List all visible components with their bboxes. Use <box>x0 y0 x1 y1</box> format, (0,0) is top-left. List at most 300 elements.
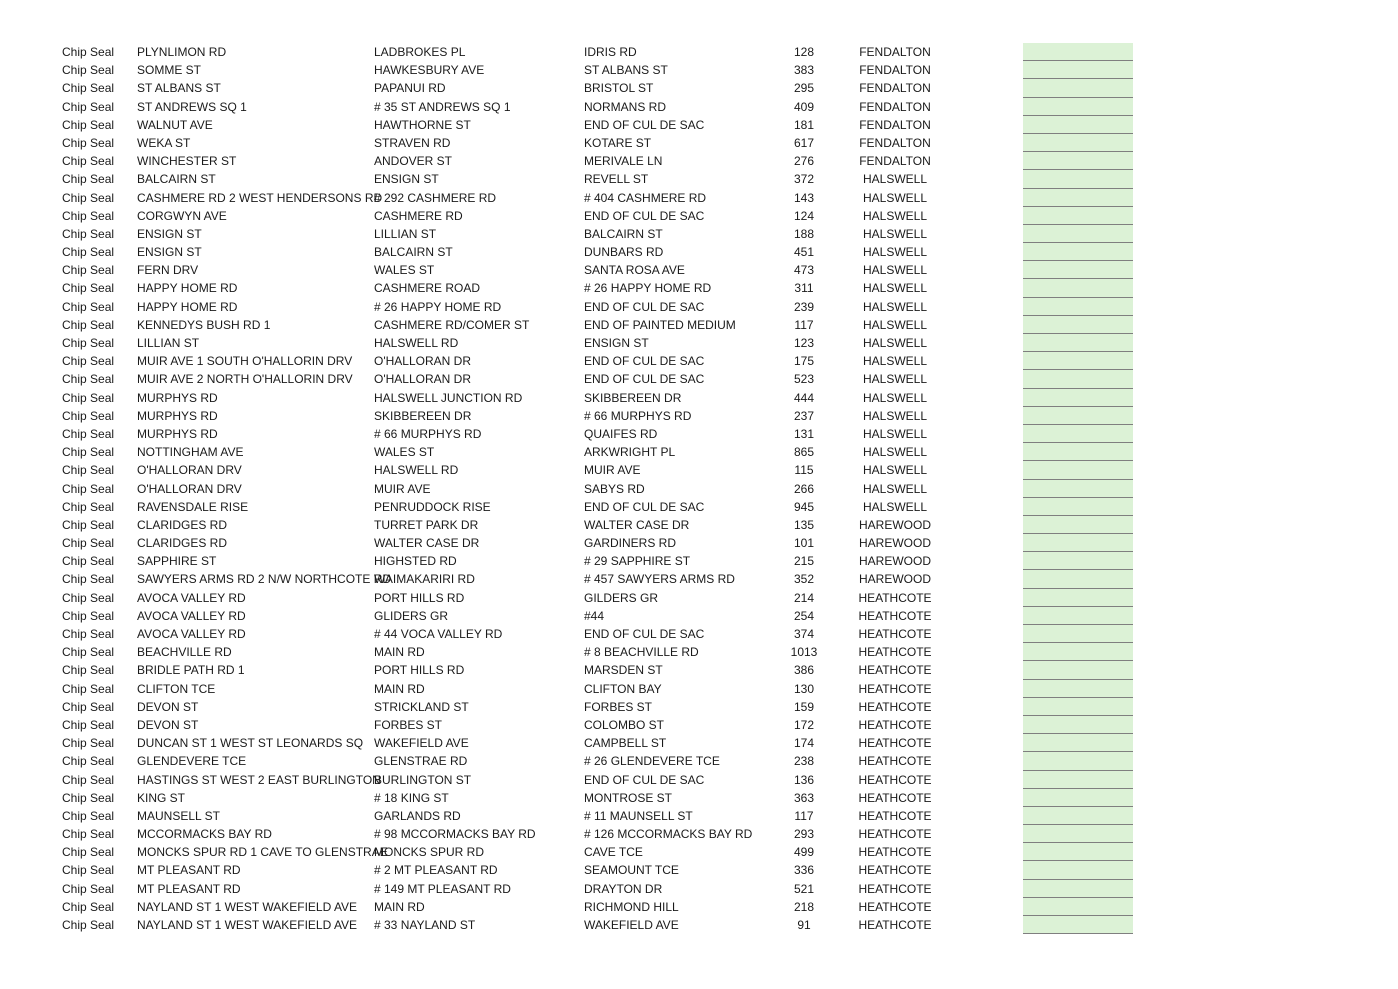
length-cell: 1013 <box>790 645 818 660</box>
treatment-cell: Chip Seal <box>62 390 115 405</box>
from-cell: CASHMERE RD/COMER ST <box>374 317 530 332</box>
length-cell: 117 <box>794 317 814 332</box>
area-cell: HALSWELL <box>862 372 928 387</box>
treatment-cell: Chip Seal <box>62 135 115 150</box>
rate-input-cell[interactable] <box>1023 880 1133 898</box>
road-name-cell: MT PLEASANT RD <box>137 863 241 878</box>
road-name-cell: BALCAIRN ST <box>137 172 216 187</box>
area-cell: HAREWOOD <box>859 517 931 532</box>
road-name-cell: AVOCA VALLEY RD <box>137 627 246 641</box>
to-cell: ARKWRIGHT PL <box>584 445 676 460</box>
area-cell: HAREWOOD <box>859 536 931 551</box>
table-row <box>0 298 1398 316</box>
from-cell: MONCKS SPUR RD <box>374 845 485 860</box>
length-cell: 372 <box>793 172 815 187</box>
from-cell: PORT HILLS RD <box>374 663 465 678</box>
from-cell: TURRET PARK DR <box>374 517 479 532</box>
length-cell: 237 <box>793 408 815 423</box>
area-cell: HEATHCOTE <box>858 899 932 914</box>
length-cell: 363 <box>793 790 815 805</box>
treatment-cell: Chip Seal <box>62 590 115 605</box>
road-name-cell: MCCORMACKS BAY RD <box>137 827 272 842</box>
length-cell: 143 <box>793 190 815 205</box>
table-row <box>0 189 1398 207</box>
area-cell: HALSWELL <box>862 208 928 223</box>
table-row <box>0 607 1398 625</box>
rate-input-cell[interactable] <box>1023 916 1133 934</box>
area-cell: HALSWELL <box>862 499 928 514</box>
rate-input-cell[interactable] <box>1023 389 1133 407</box>
road-name-cell: NAYLAND ST 1 WEST WAKEFIELD AVE <box>137 918 358 932</box>
rate-input-cell[interactable] <box>1023 498 1133 516</box>
length-cell: 174 <box>793 736 815 751</box>
length-cell: 945 <box>793 499 815 514</box>
area-cell: HEATHCOTE <box>858 754 932 769</box>
table-row <box>0 661 1398 679</box>
road-name-cell: MURPHYS RD <box>137 426 218 441</box>
table-row <box>0 170 1398 188</box>
area-cell: HEATHCOTE <box>858 681 932 696</box>
area-cell: HALSWELL <box>862 354 928 369</box>
from-cell: STRAVEN RD <box>374 135 451 150</box>
area-cell: HEATHCOTE <box>858 590 932 605</box>
treatment-cell: Chip Seal <box>62 426 115 441</box>
to-cell: CLIFTON BAY <box>584 681 662 696</box>
road-name-cell: ST ANDREWS SQ 1 <box>137 99 247 114</box>
length-cell: 159 <box>793 699 815 714</box>
area-cell: HEATHCOTE <box>858 772 932 787</box>
table-row <box>0 480 1398 498</box>
rate-input-cell[interactable] <box>1023 152 1133 170</box>
rate-input-cell[interactable] <box>1023 79 1133 97</box>
area-cell: HEATHCOTE <box>858 627 932 641</box>
to-cell: GARDINERS RD <box>584 536 677 551</box>
table-row <box>0 570 1398 588</box>
treatment-cell: Chip Seal <box>62 317 115 332</box>
rate-input-cell[interactable] <box>1023 407 1133 425</box>
rate-input-cell[interactable] <box>1023 334 1133 352</box>
to-cell: # 126 MCCORMACKS BAY RD <box>584 827 753 842</box>
from-cell: WALES ST <box>374 445 435 460</box>
rate-input-cell[interactable] <box>1023 789 1133 807</box>
from-cell: MAIN RD <box>374 899 425 914</box>
to-cell: MONTROSE ST <box>584 790 673 805</box>
from-cell: # 292 CASHMERE RD <box>374 190 497 205</box>
length-cell: 617 <box>793 135 815 150</box>
rate-input-cell[interactable] <box>1023 425 1133 443</box>
to-cell: KOTARE ST <box>584 135 652 150</box>
length-cell: 383 <box>793 63 815 78</box>
rate-input-cell[interactable] <box>1023 370 1133 388</box>
rate-input-cell[interactable] <box>1023 825 1133 843</box>
from-cell: SKIBBEREEN DR <box>374 408 472 423</box>
road-name-cell: PLYNLIMON RD <box>137 45 227 59</box>
table-row <box>0 370 1398 388</box>
rate-input-cell[interactable] <box>1023 625 1133 643</box>
treatment-cell: Chip Seal <box>62 81 115 96</box>
road-name-cell: HAPPY HOME RD <box>137 281 238 296</box>
area-cell: HALSWELL <box>862 226 928 241</box>
to-cell: SEAMOUNT TCE <box>584 863 679 878</box>
road-name-cell: CLARIDGES RD <box>137 517 228 532</box>
area-cell: HEATHCOTE <box>858 608 932 623</box>
treatment-cell: Chip Seal <box>62 554 115 569</box>
rate-input-cell[interactable] <box>1023 298 1133 316</box>
from-cell: CASHMERE ROAD <box>374 281 481 296</box>
from-cell: # 33 NAYLAND ST <box>374 918 476 932</box>
length-cell: 130 <box>793 681 815 696</box>
area-cell: FENDALTON <box>859 154 931 169</box>
length-cell: 266 <box>793 481 815 496</box>
treatment-cell: Chip Seal <box>62 117 115 132</box>
from-cell: ENSIGN ST <box>374 172 439 187</box>
treatment-cell: Chip Seal <box>62 517 115 532</box>
to-cell: SKIBBEREEN DR <box>584 390 682 405</box>
rate-input-cell[interactable] <box>1023 661 1133 679</box>
to-cell: MERIVALE LN <box>584 154 663 169</box>
length-cell: 352 <box>793 572 815 587</box>
from-cell: GLENSTRAE RD <box>374 754 468 769</box>
road-name-cell: NAYLAND ST 1 WEST WAKEFIELD AVE <box>137 899 358 914</box>
rate-input-cell[interactable] <box>1023 716 1133 734</box>
area-cell: HALSWELL <box>862 263 928 278</box>
road-name-cell: O'HALLORAN DRV <box>137 463 242 478</box>
table-row <box>0 843 1398 861</box>
length-cell: 124 <box>793 208 815 223</box>
treatment-cell: Chip Seal <box>62 627 115 641</box>
rate-input-cell[interactable] <box>1023 480 1133 498</box>
rate-input-cell[interactable] <box>1023 698 1133 716</box>
table-row <box>0 698 1398 716</box>
treatment-cell: Chip Seal <box>62 245 115 260</box>
rate-input-cell[interactable] <box>1023 607 1133 625</box>
to-cell: WALTER CASE DR <box>584 517 690 532</box>
road-name-cell: AVOCA VALLEY RD <box>137 590 246 605</box>
treatment-cell: Chip Seal <box>62 881 115 896</box>
length-cell: 188 <box>793 226 815 241</box>
from-cell: GARLANDS RD <box>374 808 461 823</box>
from-cell: # 2 MT PLEASANT RD <box>374 863 498 878</box>
table-row <box>0 898 1398 916</box>
treatment-cell: Chip Seal <box>62 572 115 587</box>
to-cell: DRAYTON DR <box>584 881 663 896</box>
treatment-cell: Chip Seal <box>62 463 115 478</box>
table-row <box>0 716 1398 734</box>
to-cell: END OF CUL DE SAC <box>584 354 705 369</box>
table-row <box>0 116 1398 134</box>
treatment-cell: Chip Seal <box>62 190 115 205</box>
from-cell: O'HALLORAN DR <box>374 354 471 369</box>
rate-input-cell[interactable] <box>1023 61 1133 79</box>
rate-input-cell[interactable] <box>1023 552 1133 570</box>
table-row <box>0 789 1398 807</box>
road-name-cell: MT PLEASANT RD <box>137 881 241 896</box>
table-row <box>0 207 1398 225</box>
from-cell: HALSWELL RD <box>374 463 459 478</box>
length-cell: 336 <box>793 863 815 878</box>
rate-input-cell[interactable] <box>1023 861 1133 879</box>
table-row <box>0 625 1398 643</box>
area-cell: HALSWELL <box>862 245 928 260</box>
treatment-cell: Chip Seal <box>62 172 115 187</box>
road-name-cell: HASTINGS ST WEST 2 EAST BURLINGTON <box>137 772 381 787</box>
area-cell: HALSWELL <box>862 445 928 460</box>
rate-input-cell[interactable] <box>1023 843 1133 861</box>
rate-input-cell[interactable] <box>1023 516 1133 534</box>
from-cell: CASHMERE RD <box>374 208 463 223</box>
rate-input-cell[interactable] <box>1023 570 1133 588</box>
to-cell: CAVE TCE <box>584 845 643 860</box>
road-name-cell: LILLIAN ST <box>137 336 200 350</box>
road-name-cell: CORGWYN AVE <box>137 208 227 223</box>
length-cell: 214 <box>793 590 815 605</box>
rate-input-cell[interactable] <box>1023 680 1133 698</box>
area-cell: FENDALTON <box>859 135 931 150</box>
area-cell: HEATHCOTE <box>858 663 932 678</box>
length-cell: 101 <box>793 536 815 551</box>
to-cell: END OF CUL DE SAC <box>584 299 705 314</box>
length-cell: 521 <box>793 881 815 896</box>
table-row <box>0 79 1398 97</box>
to-cell: REVELL ST <box>584 172 649 187</box>
treatment-cell: Chip Seal <box>62 717 115 732</box>
treatment-cell: Chip Seal <box>62 754 115 769</box>
area-cell: HALSWELL <box>862 426 928 441</box>
area-cell: HALSWELL <box>862 317 928 332</box>
length-cell: 311 <box>794 281 814 296</box>
road-name-cell: ST ALBANS ST <box>137 81 221 96</box>
road-name-cell: ENSIGN ST <box>137 245 202 260</box>
road-name-cell: NOTTINGHAM AVE <box>137 445 244 460</box>
rate-input-cell[interactable] <box>1023 225 1133 243</box>
to-cell: ST ALBANS ST <box>584 63 668 78</box>
area-cell: FENDALTON <box>859 63 931 78</box>
treatment-cell: Chip Seal <box>62 663 115 678</box>
area-cell: HAREWOOD <box>859 554 931 569</box>
area-cell: FENDALTON <box>859 81 931 96</box>
area-cell: HALSWELL <box>862 336 928 350</box>
rate-input-cell[interactable] <box>1023 589 1133 607</box>
treatment-cell: Chip Seal <box>62 918 115 932</box>
area-cell: HALSWELL <box>862 172 928 187</box>
rate-input-cell[interactable] <box>1023 461 1133 479</box>
length-cell: 123 <box>793 336 815 350</box>
to-cell: #44 <box>584 608 605 623</box>
from-cell: # 66 MURPHYS RD <box>374 426 482 441</box>
treatment-cell: Chip Seal <box>62 736 115 751</box>
rate-input-cell[interactable] <box>1023 170 1133 188</box>
area-cell: HEATHCOTE <box>858 863 932 878</box>
treatment-cell: Chip Seal <box>62 808 115 823</box>
table-row <box>0 516 1398 534</box>
rate-input-cell[interactable] <box>1023 134 1133 152</box>
table-row <box>0 152 1398 170</box>
table-row <box>0 316 1398 334</box>
road-name-cell: SAWYERS ARMS RD 2 N/W NORTHCOTE RD <box>137 572 392 587</box>
area-cell: HALSWELL <box>862 299 928 314</box>
from-cell: ANDOVER ST <box>374 154 453 169</box>
length-cell: 135 <box>793 517 815 532</box>
treatment-cell: Chip Seal <box>62 336 115 350</box>
table-row <box>0 134 1398 152</box>
road-name-cell: MONCKS SPUR RD 1 CAVE TO GLENSTRAE <box>137 845 388 860</box>
from-cell: HALSWELL RD <box>374 336 459 350</box>
rate-input-cell[interactable] <box>1023 352 1133 370</box>
treatment-cell: Chip Seal <box>62 772 115 787</box>
from-cell: # 44 VOCA VALLEY RD <box>374 627 503 641</box>
to-cell: SABYS RD <box>584 481 645 496</box>
to-cell: ENSIGN ST <box>584 336 649 350</box>
length-cell: 175 <box>793 354 815 369</box>
road-name-cell: MAUNSELL ST <box>137 808 220 823</box>
rate-input-cell[interactable] <box>1023 316 1133 334</box>
rate-input-cell[interactable] <box>1023 279 1133 297</box>
treatment-cell: Chip Seal <box>62 354 115 369</box>
length-cell: 128 <box>793 45 815 59</box>
table-row <box>0 98 1398 116</box>
to-cell: BRISTOL ST <box>584 81 654 96</box>
area-cell: HALSWELL <box>862 408 928 423</box>
rate-input-cell[interactable] <box>1023 771 1133 789</box>
road-name-cell: O'HALLORAN DRV <box>137 481 242 496</box>
treatment-cell: Chip Seal <box>62 499 115 514</box>
to-cell: GILDERS GR <box>584 590 659 605</box>
treatment-cell: Chip Seal <box>62 299 115 314</box>
road-name-cell: ENSIGN ST <box>137 226 202 241</box>
rate-input-cell[interactable] <box>1023 898 1133 916</box>
road-name-cell: MUIR AVE 2 NORTH O'HALLORIN DRV <box>137 372 353 387</box>
area-cell: HEATHCOTE <box>858 699 932 714</box>
area-cell: HEATHCOTE <box>858 645 932 660</box>
road-name-cell: KING ST <box>137 790 186 805</box>
to-cell: END OF CUL DE SAC <box>584 372 705 387</box>
length-cell: 499 <box>793 845 815 860</box>
table-row <box>0 334 1398 352</box>
treatment-cell: Chip Seal <box>62 208 115 223</box>
to-cell: FORBES ST <box>584 699 653 714</box>
rate-input-cell[interactable] <box>1023 261 1133 279</box>
rate-input-cell[interactable] <box>1023 807 1133 825</box>
area-cell: HALSWELL <box>862 190 928 205</box>
from-cell: LADBROKES PL <box>374 45 466 59</box>
to-cell: QUAIFES RD <box>584 426 658 441</box>
length-cell: 295 <box>793 81 815 96</box>
table-row <box>0 498 1398 516</box>
from-cell: WALTER CASE DR <box>374 536 480 551</box>
area-cell: HEATHCOTE <box>858 827 932 842</box>
to-cell: # 26 GLENDEVERE TCE <box>584 754 720 769</box>
road-name-cell: WALNUT AVE <box>137 117 213 132</box>
rate-input-cell[interactable] <box>1023 443 1133 461</box>
treatment-cell: Chip Seal <box>62 608 115 623</box>
rate-input-cell[interactable] <box>1023 207 1133 225</box>
area-cell: FENDALTON <box>859 117 931 132</box>
rate-input-cell[interactable] <box>1023 643 1133 661</box>
length-cell: 386 <box>793 663 815 678</box>
from-cell: MUIR AVE <box>374 481 431 496</box>
road-name-cell: DUNCAN ST 1 WEST ST LEONARDS SQ <box>137 736 364 751</box>
to-cell: NORMANS RD <box>584 99 667 114</box>
rate-input-cell[interactable] <box>1023 43 1133 61</box>
length-cell: 181 <box>793 117 815 132</box>
road-name-cell: AVOCA VALLEY RD <box>137 608 246 623</box>
table-row <box>0 243 1398 261</box>
from-cell: PORT HILLS RD <box>374 590 465 605</box>
to-cell: RICHMOND HILL <box>584 899 679 914</box>
treatment-cell: Chip Seal <box>62 63 115 78</box>
road-name-cell: WINCHESTER ST <box>137 154 237 169</box>
area-cell: HEATHCOTE <box>858 717 932 732</box>
length-cell: 293 <box>793 827 815 842</box>
rate-input-cell[interactable] <box>1023 752 1133 770</box>
table-row <box>0 443 1398 461</box>
from-cell: MAIN RD <box>374 645 425 660</box>
to-cell: # 11 MAUNSELL ST <box>584 808 693 823</box>
from-cell: BURLINGTON ST <box>374 772 472 787</box>
from-cell: BALCAIRN ST <box>374 245 453 260</box>
area-cell: FENDALTON <box>859 45 931 59</box>
treatment-cell: Chip Seal <box>62 45 115 59</box>
to-cell: MUIR AVE <box>584 463 641 478</box>
table-row <box>0 43 1398 61</box>
length-cell: 117 <box>794 808 814 823</box>
table-row <box>0 807 1398 825</box>
length-cell: 115 <box>794 463 814 478</box>
table-row <box>0 261 1398 279</box>
table-row <box>0 552 1398 570</box>
table-row <box>0 825 1398 843</box>
from-cell: MAIN RD <box>374 681 425 696</box>
treatment-cell: Chip Seal <box>62 99 115 114</box>
to-cell: END OF CUL DE SAC <box>584 627 705 641</box>
from-cell: # 149 MT PLEASANT RD <box>374 881 511 896</box>
treatment-cell: Chip Seal <box>62 827 115 842</box>
to-cell: # 457 SAWYERS ARMS RD <box>584 572 735 587</box>
from-cell: WALES ST <box>374 263 435 278</box>
from-cell: HIGHSTED RD <box>374 554 457 569</box>
treatment-cell: Chip Seal <box>62 536 115 551</box>
table-row <box>0 279 1398 297</box>
length-cell: 409 <box>793 99 815 114</box>
rate-input-cell[interactable] <box>1023 116 1133 134</box>
rate-input-cell[interactable] <box>1023 243 1133 261</box>
rate-input-cell[interactable] <box>1023 734 1133 752</box>
from-cell: FORBES ST <box>374 717 443 732</box>
table-row <box>0 734 1398 752</box>
road-name-cell: SOMME ST <box>137 63 202 78</box>
to-cell: END OF CUL DE SAC <box>584 499 705 514</box>
rate-input-cell[interactable] <box>1023 189 1133 207</box>
treatment-cell: Chip Seal <box>62 372 115 387</box>
road-name-cell: DEVON ST <box>137 699 199 714</box>
length-cell: 239 <box>793 299 815 314</box>
to-cell: CAMPBELL ST <box>584 736 667 751</box>
rate-input-cell[interactable] <box>1023 98 1133 116</box>
table-row <box>0 680 1398 698</box>
to-cell: END OF PAINTED MEDIUM <box>584 317 736 332</box>
length-cell: 215 <box>793 554 815 569</box>
length-cell: 444 <box>793 390 815 405</box>
length-cell: 276 <box>793 154 815 169</box>
from-cell: HALSWELL JUNCTION RD <box>374 390 523 405</box>
area-cell: HEATHCOTE <box>858 918 932 932</box>
treatment-cell: Chip Seal <box>62 445 115 460</box>
area-cell: HALSWELL <box>862 390 928 405</box>
road-name-cell: WEKA ST <box>137 135 191 150</box>
length-cell: 254 <box>793 608 815 623</box>
from-cell: PENRUDDOCK RISE <box>374 499 491 514</box>
rate-input-cell[interactable] <box>1023 534 1133 552</box>
